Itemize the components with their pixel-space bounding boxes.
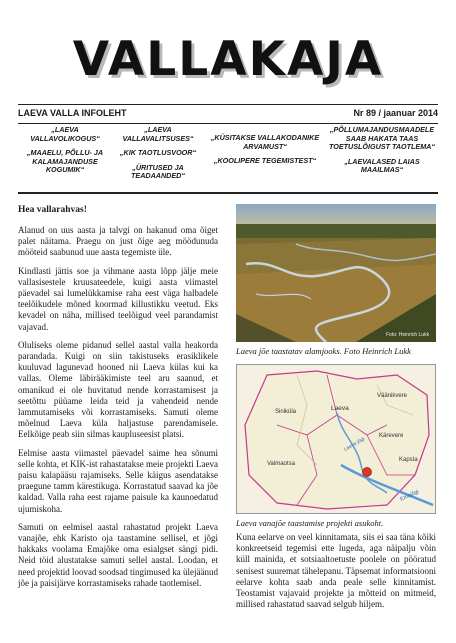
article-column bbox=[18, 205, 218, 596]
toc-column-4 bbox=[326, 126, 438, 190]
toc-item[interactable]: „KÜSITAKSE VALLAKODANIKE ARVAMUST“ bbox=[210, 133, 320, 151]
masthead bbox=[0, 0, 456, 100]
newspaper-title: VALLAKAJA bbox=[72, 32, 384, 87]
table-of-contents bbox=[18, 126, 438, 190]
toc-column-2 bbox=[114, 126, 202, 190]
toc-item[interactable]: „LAEVA VALLAVALITSUSES“ bbox=[122, 125, 194, 143]
map-label-valmaotsa: Valmaotsa bbox=[267, 461, 295, 467]
article-paragraph: Samuti on eelmisel aastal rahastatud projekt Laeva vanajõe, ehk Karisto oja taastamine sellisel, et jõgi hakkaks voolama Emajõke oma esialgset sängi pidi. Neid töid alustatakse samuti sellel aastal. Loodan, et need projektid loovad soodsad tingimused ka ülejäänud jõe ja paisijärve korrastamiseks rahade taotlemisel. bbox=[18, 521, 218, 588]
photo-credit: Foto: Heinrich Lukk bbox=[386, 332, 430, 338]
toc-column-1 bbox=[18, 126, 112, 190]
article-greeting: Hea vallarahvas! bbox=[18, 205, 87, 215]
toc-column-3 bbox=[210, 126, 320, 190]
map-label-karevere: Kärevere bbox=[379, 433, 404, 439]
issue-rule bbox=[18, 123, 438, 124]
map-label-sinikyla: Siniküla bbox=[275, 409, 297, 415]
right-column-text bbox=[236, 532, 436, 610]
map-label-vaanikvere: Väänikvere bbox=[377, 393, 408, 399]
map-label-laeva: Laeva bbox=[331, 405, 349, 412]
publisher-label: LAEVA VALLA INFOLEHT bbox=[18, 108, 127, 118]
toc-item[interactable]: „KOOLIPERE TEGEMISTEST“ bbox=[213, 156, 317, 165]
article-paragraph: Alanud on uus aasta ja talvgi on hakanud oma õiget palet näitama. Praegu on just õige aeg möödunuda mööteid saabunud uue aasta tegemiste üle. bbox=[18, 225, 218, 258]
article-paragraph: Kindlasti jättis soe ja vihmane aasta lõpp jälje meie vallasisestele kruusateedele, kuigi aasta viimastel päevadel sai lumelükkamise raha eest väga halbadele teelõikudele mõned koormad killustikku veetud. Eks kevadel on näha, millised teelõigud veel parandamist vajavad. bbox=[18, 265, 218, 332]
article-paragraph: Eelmise aasta viimastel päevadel saime hea sõnumi selle kohta, et KIK-ist rahastatakse meie projekti Laeva paisu kalapääsu rajamiseks. Selle käigus asendatakse praegune tamm kärestikuga. Korrastatud saavad ka jõe kaldad. Valla raha eest rajame paisule ka kaunoedatud ujumiskoha. bbox=[18, 447, 218, 514]
issue-bar bbox=[18, 108, 438, 122]
photo-caption: Laeva jõe taastatav alamjooks. Foto Heinrich Lukk bbox=[236, 346, 411, 356]
toc-item[interactable]: „KIK TAOTLUSVOOR“ bbox=[119, 148, 197, 157]
top-rule bbox=[18, 104, 438, 105]
map-label-emajogi: Emajõgi bbox=[399, 488, 420, 503]
map-caption: Laeva vanajõe taastamise projekti asukoht. bbox=[236, 518, 384, 528]
toc-item[interactable]: „LAEVALASED LAIAS MAAILMAS“ bbox=[344, 156, 420, 174]
toc-item[interactable]: „MAAELU, PÕLLU- JA KALAMAJANDUSE KOGUMIK“ bbox=[26, 148, 104, 174]
issue-number: Nr 89 / jaanuar 2014 bbox=[353, 108, 438, 118]
toc-item[interactable]: „ÜRITUSED JA TEADAANDED“ bbox=[131, 162, 185, 180]
toc-rule bbox=[18, 192, 438, 194]
map-label-kapsta: Kapsta bbox=[399, 457, 418, 463]
map-label-river: Laeva jõgi bbox=[343, 436, 366, 453]
toc-item[interactable]: „PÕLLUMAJANDUSMAADELE SAAB HAKATA TAAS TOETUSLÕIGUST TAOTLEMA“ bbox=[329, 125, 435, 151]
location-map bbox=[236, 364, 436, 514]
right-paragraph: Kuna eelarve on veel kinnitamata, siis ei saa täna kõiki konkreetseid tegemisi ette lugeda, aga näipalju võin küll mainida, et sotsiaaltoetuste poolele on pööratud senisest suuremat tähelepanu. Täpsemat informatsiooni eelarve kohta saab anda peale selle kinnitamist. Teostamist vajavaid projekte ja mõtteid on mitmeid, millised rahastatud saavad selgub hiljem. bbox=[236, 532, 436, 610]
aerial-photo bbox=[236, 204, 436, 342]
toc-item[interactable]: „LAEVA VALLAVOLIKOGUS“ bbox=[30, 125, 100, 143]
article-paragraph: Oluliseks oleme pidanud sellel aastal valla heakorda parandada. Kuigi on siin takistuseks erasiklikele kuuluvad lagunevad hooned nii Laeva külas kui ka vallas. Oleme läbirääkimiste teel aru saanud, et omanikud ei ole huvitatud nende korrastamisest ja seetõttu püüame leida teid ja vahendeid nende lammutamiseks või korrastamiseks. Samuti oleme mõelnud Laeva küla haljastuse parendamisele. Eelkõige peab siin silmas kaupluseesist platsi. bbox=[18, 339, 218, 440]
